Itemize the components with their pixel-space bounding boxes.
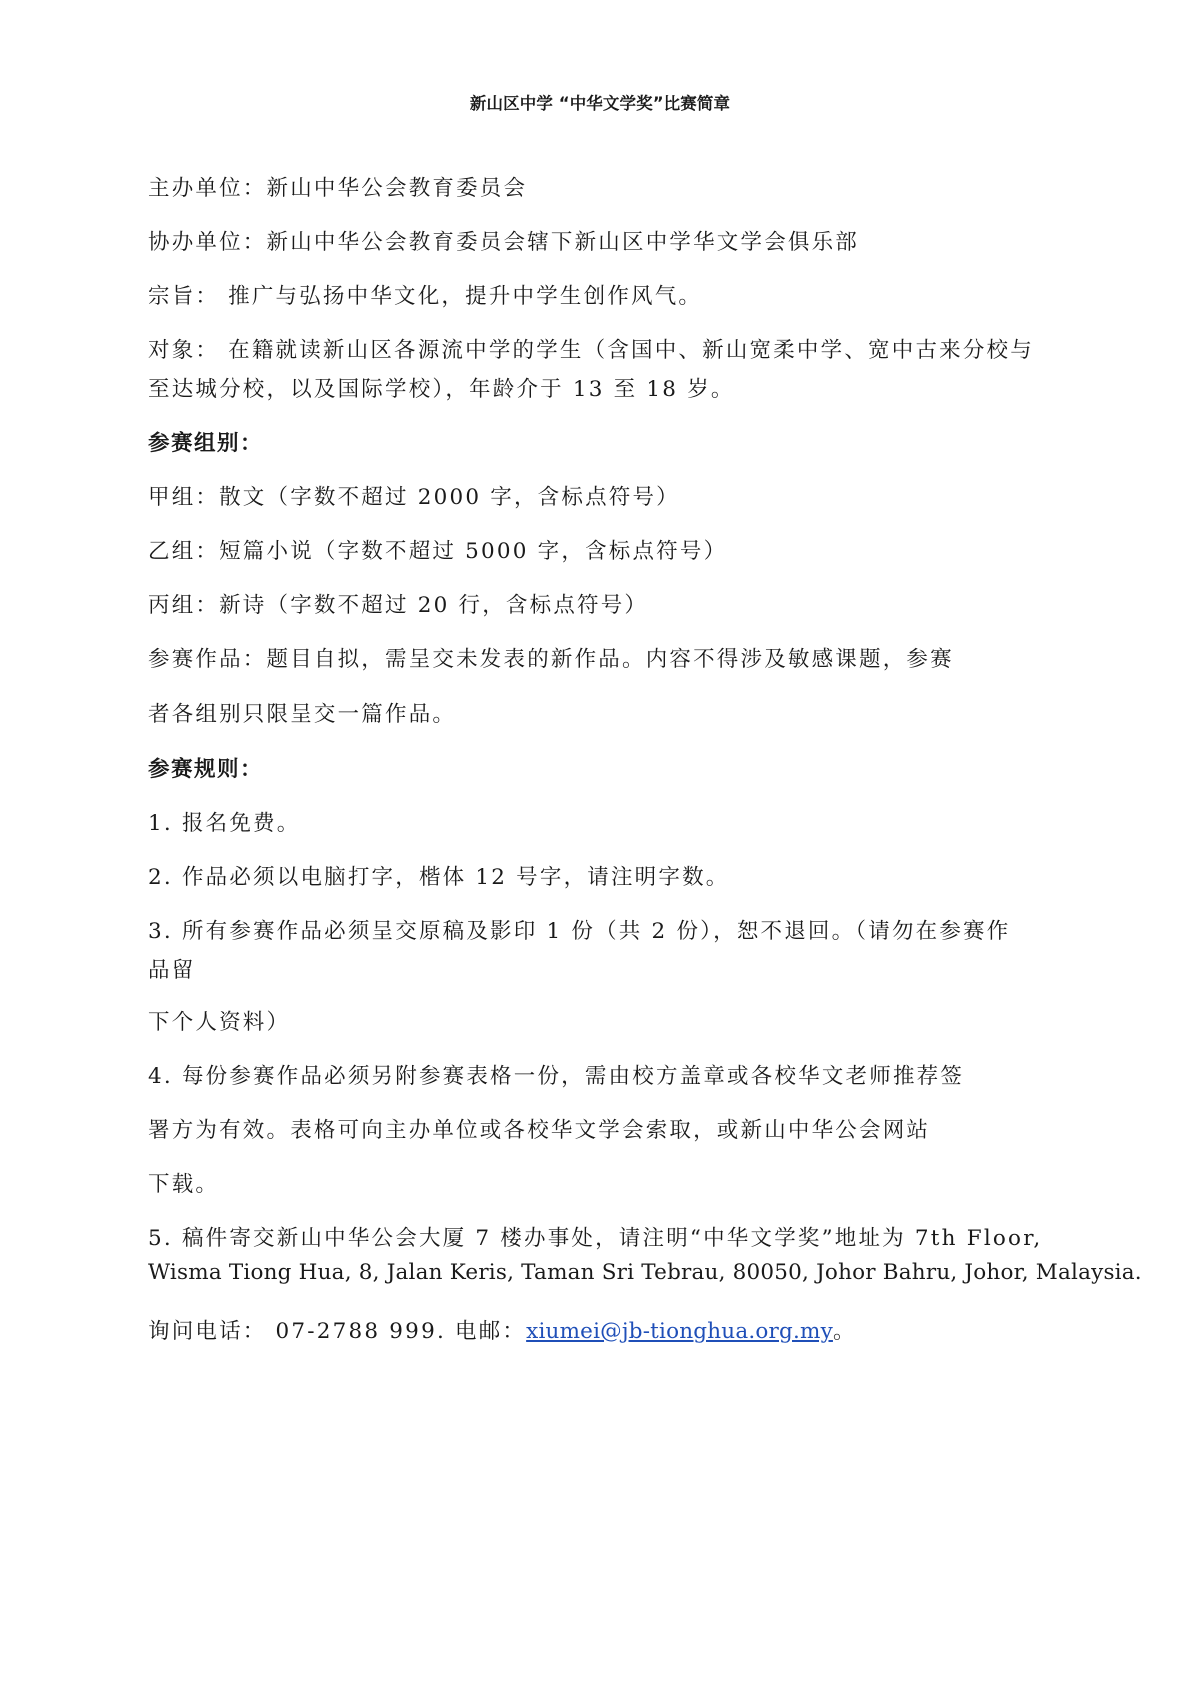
organizer-line: 主办单位：新山中华公会教育委员会 — [148, 176, 528, 201]
category-a: 甲组：散文（字数不超过 2000 字，含标点符号） — [148, 485, 680, 510]
rule-5-line-2: Wisma Tiong Hua, 8, Jalan Keris, Taman Sri Tebrau, 80050, Johor Bahru, Johor, Malaysia. — [148, 1260, 1142, 1285]
rule-1: 1. 报名免费。 — [148, 811, 301, 836]
contact-line — [148, 1314, 857, 1345]
rule-3-line-2: 品留 — [148, 958, 196, 983]
co-organizer-line: 协办单位：新山中华公会教育委员会辖下新山区中学华文学会俱乐部 — [148, 230, 860, 255]
purpose-line: 宗旨： 推广与弘扬中华文化，提升中学生创作风气。 — [148, 284, 703, 309]
categories-heading: 参赛组别： — [148, 431, 264, 456]
rule-2: 2. 作品必须以电脑打字，楷体 12 号字，请注明字数。 — [148, 865, 730, 890]
document-title: 新山区中学 “中华文学奖”比赛简章 — [469, 94, 731, 113]
works-line-1: 参赛作品：题目自拟，需呈交未发表的新作品。内容不得涉及敏感课题，参赛 — [148, 647, 954, 672]
audience-line-1: 对象： 在籍就读新山区各源流中学的学生（含国中、新山宽柔中学、宽中古来分校与 — [148, 338, 1034, 363]
category-b: 乙组：短篇小说（字数不超过 5000 字，含标点符号） — [148, 539, 728, 564]
contact-suffix: 。 — [832, 1319, 857, 1344]
works-line-2: 者各组别只限呈交一篇作品。 — [148, 702, 457, 727]
category-c: 丙组：新诗（字数不超过 20 行，含标点符号） — [148, 593, 649, 618]
rule-4-line-3: 下载。 — [148, 1172, 220, 1197]
rule-3-line-1: 3. 所有参赛作品必须呈交原稿及影印 1 份（共 2 份），恕不退回。（请勿在参赛作 — [148, 919, 1011, 944]
rule-4-line-2: 署方为有效。表格可向主办单位或各校华文学会索取，或新山中华公会网站 — [148, 1118, 931, 1143]
rule-3-line-3: 下个人资料） — [148, 1010, 291, 1035]
rule-4-line-1: 4. 每份参赛作品必须另附参赛表格一份，需由校方盖章或各校华文老师推荐签 — [148, 1064, 965, 1089]
contact-prefix: 询问电话： 07-2788 999. 电邮： — [148, 1319, 527, 1344]
audience-line-2: 至达城分校，以及国际学校），年龄介于 13 至 18 岁。 — [148, 377, 735, 402]
rules-heading: 参赛规则： — [148, 757, 264, 782]
email-link[interactable]: xiumei@jb-tionghua.org.my — [526, 1319, 833, 1344]
rule-5-line-1: 5. 稿件寄交新山中华公会大厦 7 楼办事处，请注明“中华文学奖”地址为 7th Floor, — [148, 1226, 1043, 1251]
